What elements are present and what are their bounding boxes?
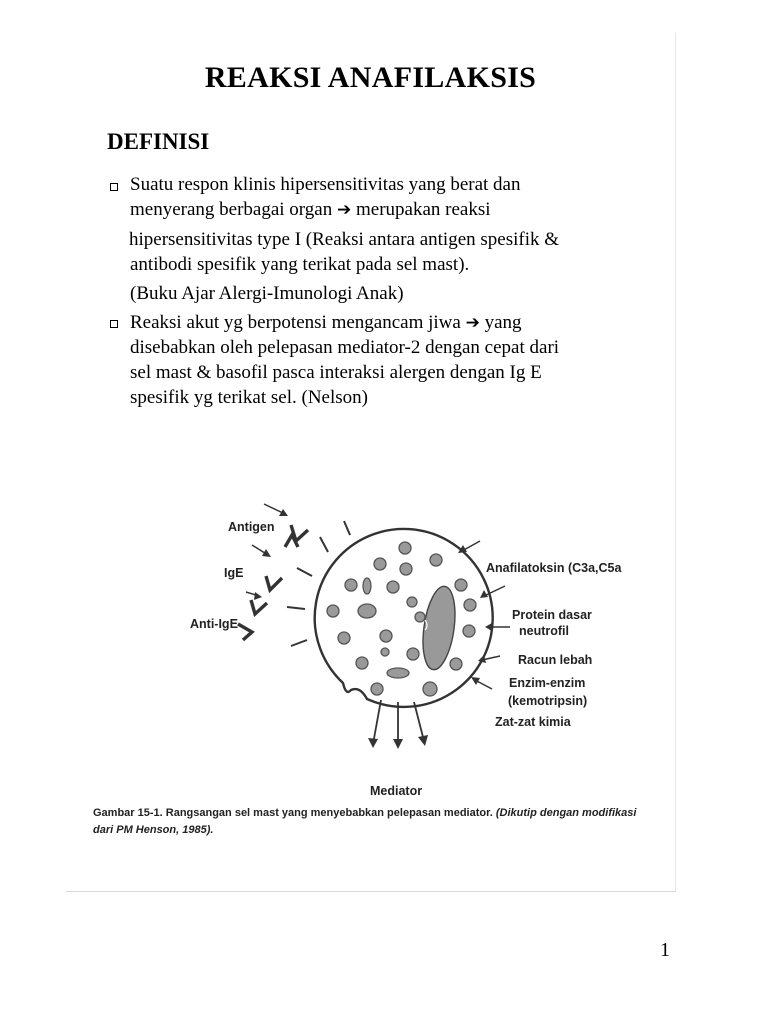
bullet2-line1a: Reaksi akut yg berpotensi mengancam jiwa bbox=[130, 312, 461, 333]
mast-cell-diagram bbox=[88, 471, 675, 851]
caption-source-2: dari PM Henson, 1985). bbox=[93, 824, 214, 836]
label-ige: IgE bbox=[224, 566, 244, 580]
label-anafilatoksin: Anafilatoksin (C3a,C5a bbox=[486, 561, 622, 575]
bullet1-line3: hipersensitivitas type I (Reaksi antara antigen spesifik & bbox=[129, 229, 560, 250]
bullet1-source: (Buku Ajar Alergi-Imunologi Anak) bbox=[130, 283, 404, 304]
cell-membrane bbox=[315, 529, 493, 707]
bullet1-line2b: merupakan reaksi bbox=[355, 199, 491, 220]
label-zat: Zat-zat kimia bbox=[495, 715, 571, 729]
page-title: REAKSI ANAFILAKSIS bbox=[204, 61, 537, 94]
bullet2-line2: disebabkan oleh pelepasan mediator-2 dengan cepat dari bbox=[130, 337, 560, 358]
label-enzim-line1: Enzim-enzim bbox=[509, 676, 586, 690]
bullet2-line1 bbox=[130, 310, 522, 336]
label-mediator: Mediator bbox=[370, 784, 423, 798]
label-anti-ige: Anti-IgE bbox=[190, 617, 238, 631]
bullet2-line1b: yang bbox=[484, 312, 522, 333]
bullet1-line2a: menyerang berbagai organ bbox=[130, 199, 333, 220]
label-enzim-line2: (kemotripsin) bbox=[508, 694, 588, 708]
right-arrow-icon: ➔ bbox=[336, 200, 352, 220]
caption-main: Gambar 15-1. Rangsangan sel mast yang menyebabkan pelepasan mediator. bbox=[93, 807, 493, 819]
label-protein-line2: neutrofil bbox=[519, 624, 569, 638]
bullet1-line4: antibodi spesifik yang terikat pada sel mast). bbox=[130, 254, 470, 275]
page-number: 1 bbox=[660, 939, 670, 961]
label-racun: Racun lebah bbox=[518, 653, 593, 667]
label-antigen: Antigen bbox=[228, 520, 275, 534]
figure-caption bbox=[93, 805, 673, 839]
section-heading: DEFINISI bbox=[107, 129, 210, 154]
bullet-marker-2 bbox=[110, 320, 118, 328]
bullet1-line1: Suatu respon klinis hipersensitivitas yang berat dan bbox=[130, 174, 521, 195]
caption-source-1: (Dikutip dengan modifikasi bbox=[495, 807, 637, 819]
slide-page bbox=[66, 33, 676, 892]
bullet1-line2 bbox=[130, 197, 491, 223]
antibody-shapes bbox=[238, 525, 308, 640]
label-protein-line1: Protein dasar bbox=[512, 608, 592, 622]
bullet2-line3: sel mast & basofil pasca interaksi alergen dengan Ig E bbox=[130, 362, 542, 383]
bullet-marker-1 bbox=[110, 183, 118, 191]
right-arrow-icon: ➔ bbox=[465, 313, 480, 333]
bullet2-line4: spesifik yg terikat sel. (Nelson) bbox=[130, 387, 368, 408]
